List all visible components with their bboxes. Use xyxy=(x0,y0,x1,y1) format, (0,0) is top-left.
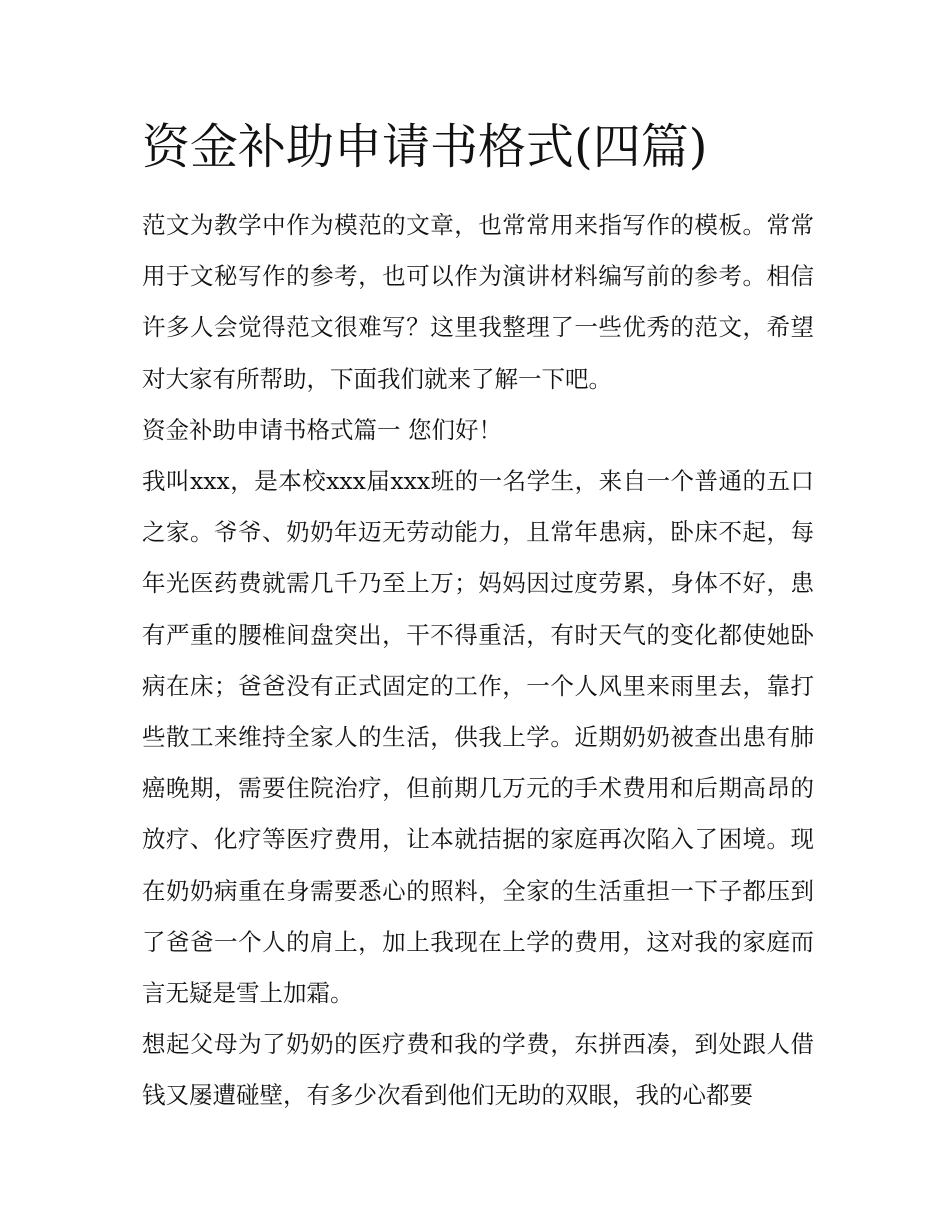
document-title: 资金补助申请书格式(四篇) xyxy=(142,119,708,175)
intro-paragraph: 范文为教学中作为模范的文章，也常常用来指写作的模板。常常用于文秘写作的参考，也可以作为演讲材料编写前的参考。相信许多人会觉得范文很难写？这里我整理了一些优秀的范文，希望对大家有所帮助，下面我们就来了解一下吧。 xyxy=(142,211,814,393)
body-paragraph: 我叫xxx，是本校xxx届xxx班的一名学生，来自一个普通的五口之家。爷爷、奶奶年迈无劳动能力，且常年患病，卧床不起，每年光医药费就需几千乃至上万；妈妈因过度劳累，身体不好，患有严重的腰椎间盘突出，干不得重活，有时天气的变化都使她卧病在床；爸爸没有正式固定的工作，一个人风里来雨里去，靠打些散工来维持全家人的生活，供我上学。近期奶奶被查出患有肺癌晚期，需要住院治疗，但前期几万元的手术费用和后期高昂的放疗、化疗等医疗费用，让本就拮据的家庭再次陷入了困境。现在奶奶病重在身需要悉心的照料，全家的生活重担一下子都压到了爸爸一个人的肩上，加上我现在上学的费用，这对我的家庭而言无疑是雪上加霜。 xyxy=(142,467,814,1008)
body-paragraph: 想起父母为了奶奶的医疗费和我的学费，东拼西凑，到处跟人借钱又屡遭碰壁，有多少次看到他们无助的双眼，我的心都要 xyxy=(142,1030,814,1110)
section-heading-paragraph: 资金补助申请书格式篇一 您们好！ xyxy=(142,415,502,444)
document-body xyxy=(142,110,814,1122)
